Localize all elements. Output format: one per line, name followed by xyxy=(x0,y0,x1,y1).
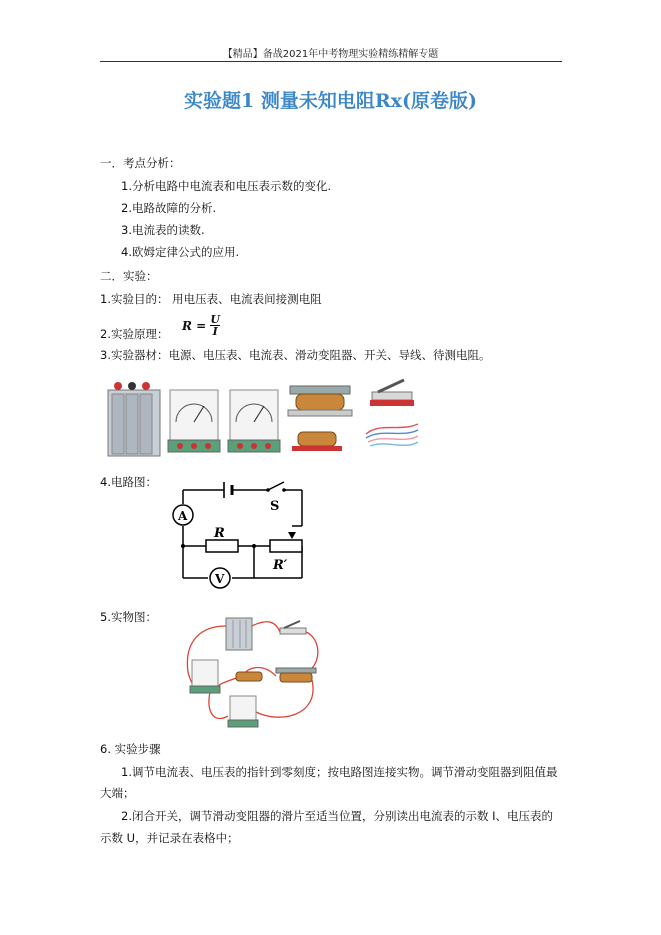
equipment-list: 3.实验器材：电源、电压表、电流表、滑动变阻器、开关、导线、待测电阻。 xyxy=(100,348,491,362)
page-header: 【精品】备战2021年中考物理实验精练精解专题 xyxy=(222,49,439,60)
physical-setup-illustration xyxy=(180,612,330,730)
voltmeter-icon xyxy=(190,660,220,693)
voltmeter-label: V xyxy=(215,572,225,586)
resistor-icon xyxy=(236,672,262,681)
list-item: 4.欧姆定律公式的应用. xyxy=(121,245,240,259)
photo-label: 5.实物图： xyxy=(100,610,157,624)
step-2-line-2: 示数 U，并记录在表格中； xyxy=(100,831,239,845)
rheostat-icon xyxy=(288,386,352,416)
switch-label: S xyxy=(270,499,280,514)
voltmeter-symbol xyxy=(210,568,230,588)
resistor-symbol xyxy=(206,540,238,552)
page-title: 实验题1 测量未知电阻Rx(原卷版) xyxy=(184,90,477,112)
wires-icon xyxy=(366,424,418,446)
section1-heading: 一．考点分析： xyxy=(100,156,181,170)
battery-symbol xyxy=(224,482,232,498)
ammeter-icon xyxy=(168,390,220,452)
switch-symbol xyxy=(266,482,286,492)
voltmeter-icon xyxy=(228,390,280,452)
rheostat-symbol xyxy=(270,532,302,552)
resistor-label: R xyxy=(214,526,225,541)
ohms-law-formula: R = $\frac{U}{I}$ xyxy=(182,313,220,338)
experiment-purpose: 1.实验目的： 用电压表、电流表间接测电阻 xyxy=(100,292,322,306)
step-2-line-1: 2.闭合开关，调节滑动变阻器的滑片至适当位置，分别读出电流表的示数 I、电压表的 xyxy=(121,809,554,823)
ammeter-icon xyxy=(228,696,258,727)
formula-fraction xyxy=(210,314,220,337)
list-item: 3.电流表的读数. xyxy=(121,223,205,237)
switch-icon xyxy=(370,380,414,406)
principle-label: 2.实验原理： xyxy=(100,327,169,341)
section2-heading: 二．实验： xyxy=(100,269,158,283)
rheostat-label: R′ xyxy=(273,558,288,573)
rheostat-icon xyxy=(276,668,316,682)
steps-heading: 6. 实验步骤 xyxy=(100,742,161,756)
ammeter-label: A xyxy=(178,509,188,523)
equipment-illustration xyxy=(100,372,420,460)
formula-numerator: U xyxy=(210,313,220,326)
battery-icon xyxy=(226,618,252,650)
header-rule xyxy=(100,61,562,62)
switch-icon xyxy=(280,621,306,634)
list-item: 1.分析电路中电流表和电压表示数的变化. xyxy=(121,179,332,193)
battery-icon xyxy=(108,382,160,456)
circuit-label: 4.电路图： xyxy=(100,475,157,489)
junction-dot xyxy=(181,544,185,548)
circuit-diagram xyxy=(160,476,320,596)
list-item: 2.电路故障的分析. xyxy=(121,201,217,215)
junction-dot xyxy=(252,544,256,548)
ammeter-symbol xyxy=(173,505,193,525)
resistor-icon xyxy=(292,432,342,451)
step-1-line-2: 大端； xyxy=(100,786,135,800)
step-1-line-1: 1.调节电流表、电压表的指针到零刻度；按电路图连接实物。调节滑动变阻器到阻值最 xyxy=(121,765,558,779)
formula-denominator: I xyxy=(210,325,220,337)
formula-lhs: R xyxy=(182,319,192,333)
